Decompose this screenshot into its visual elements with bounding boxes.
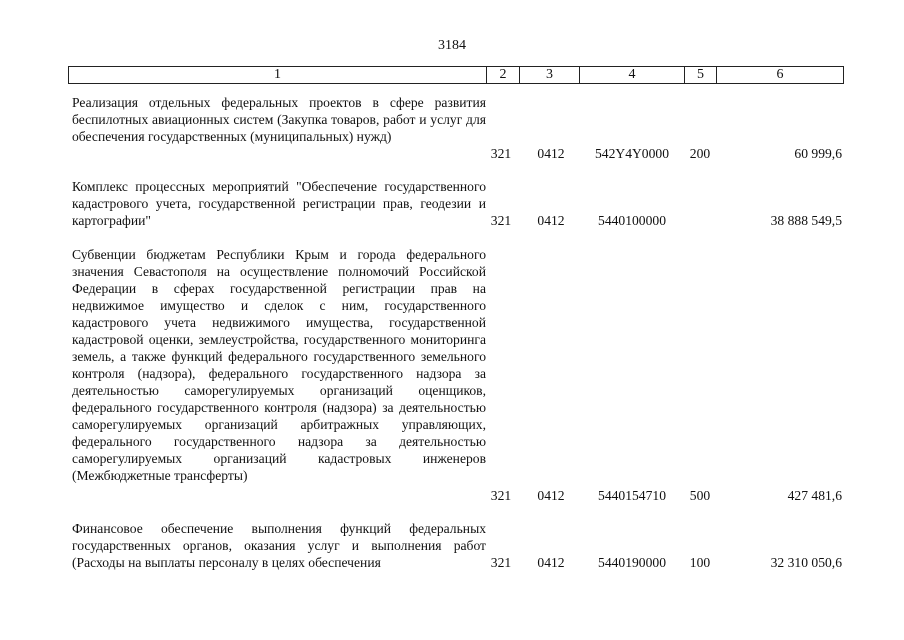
row-description: Финансовое обеспечение выполнения функций федеральных государственных органов, оказания услуг и выполнения работ (Расходы на выплаты персоналу в целях обеспечения: [72, 521, 486, 570]
row-col3: 0412: [537, 146, 565, 161]
row-col5: 100: [689, 555, 711, 570]
row-description: Комплекс процессных мероприятий "Обеспечение государственного кадастрового учета, государственной регистрации прав, геодезии и картографии": [72, 179, 486, 228]
row-description: Реализация отдельных федеральных проектов в сфере развития беспилотных авиационных систем (Закупка товаров, работ и услуг для обеспечения государственных (муниципальных) нужд): [72, 95, 486, 144]
row-col2: 321: [490, 488, 512, 503]
row-col6: 60 999,6: [794, 146, 842, 161]
row-col4: 5440100000: [598, 213, 666, 228]
row-col6: 38 888 549,5: [770, 213, 842, 228]
row-description: Субвенции бюджетам Республики Крым и города федерального значения Севастополя на осуществление полномочий Российской Федерации в сферах государственной регистрации прав на недвижимое имущество и сделок с ним, государственного кадастрового учета недвижимого имущества, государственной кадастровой оценки, землеустройства, государственного мониторинга земель, а также функций федерального государственного земельного контроля (надзора), федерального государственного надзора за деятельностью саморегулируемых организаций оценщиков, федерального государственного контроля (надзора) за деятельностью саморегулируемых организаций арбитражных управляющих, федерального государственного надзора за деятельностью саморегулируемых организаций кадастровых инженеров (Межбюджетные трансферты): [72, 247, 486, 483]
header-cell-5: 5: [684, 66, 717, 84]
page-number: 3184: [438, 38, 466, 53]
header-cell-2: 2: [486, 66, 520, 84]
row-col6: 427 481,6: [787, 488, 842, 503]
row-col2: 321: [490, 146, 512, 161]
header-cell-1: 1: [68, 66, 487, 84]
row-col2: 321: [490, 213, 512, 228]
row-col5: 200: [689, 146, 711, 161]
header-cell-4: 4: [579, 66, 685, 84]
row-col6: 32 310 050,6: [770, 555, 842, 570]
row-col2: 321: [490, 555, 512, 570]
row-col3: 0412: [537, 555, 565, 570]
row-col3: 0412: [537, 488, 565, 503]
row-col5: 500: [689, 488, 711, 503]
header-cell-6: 6: [716, 66, 844, 84]
row-col4: 5440190000: [598, 555, 666, 570]
row-col3: 0412: [537, 213, 565, 228]
row-col4: 542Y4Y0000: [594, 146, 669, 161]
header-cell-3: 3: [519, 66, 580, 84]
row-col4: 5440154710: [598, 488, 666, 503]
